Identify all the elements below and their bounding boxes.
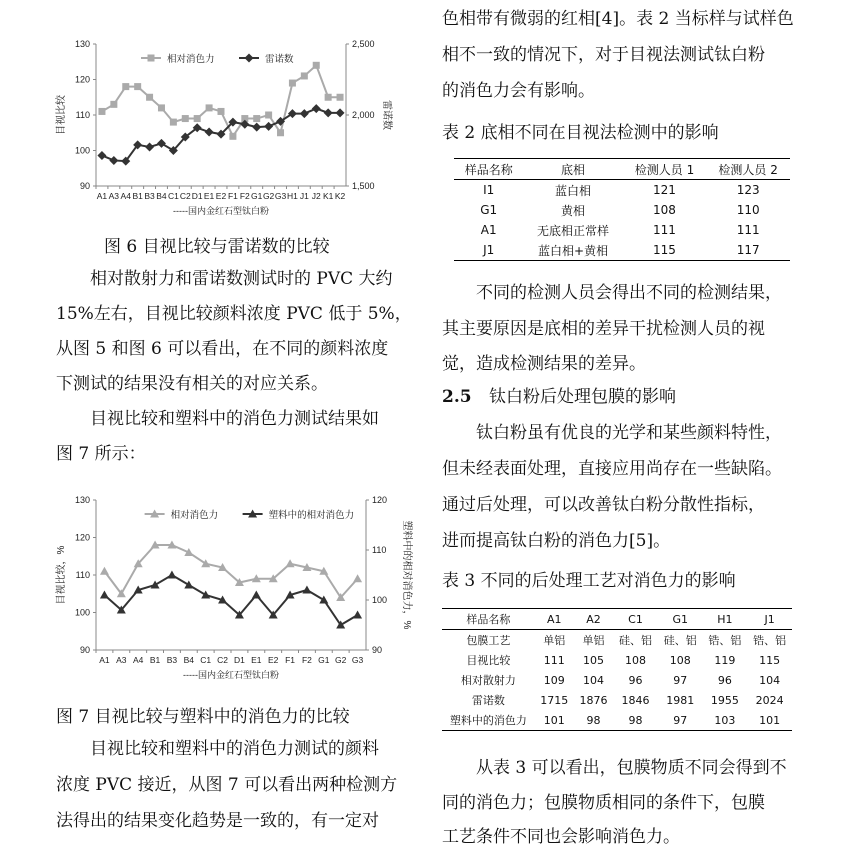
data-point [353, 611, 362, 619]
text-line: 相不一致的情况下，对于目视法测试钛白粉 [442, 45, 765, 65]
table-cell: 黄相 [561, 203, 586, 218]
table-cell: 108 [669, 653, 691, 667]
table-2 [454, 158, 790, 261]
table-cell: 104 [759, 673, 781, 687]
table-cell: 97 [658, 710, 703, 731]
x-tick-label: C2 [217, 655, 228, 665]
text-line: 钛白粉虽有优良的光学和某些颜料特性， [476, 423, 782, 443]
data-point [324, 108, 333, 117]
text-line: 15%左右，目视比较颜料浓度 PVC 低于 5%， [56, 304, 412, 324]
data-point [245, 54, 254, 63]
x-tick-label: H1 [286, 191, 298, 201]
table-cell: 101 [747, 710, 792, 731]
table-cell: 103 [703, 710, 748, 731]
text-line: 图 7 所示： [56, 444, 146, 464]
data-point [229, 133, 236, 140]
x-tick-label: E2 [267, 655, 279, 665]
data-point [206, 104, 213, 111]
x-tick-label: A3 [116, 655, 127, 665]
text-line: 通过后处理，可以改善钛白粉分散性指标， [442, 495, 765, 515]
y2-tick-label: 2,500 [352, 39, 375, 49]
table-3-title: 表 3 不同的后处理工艺对消色力的影响 [442, 571, 736, 591]
y2-tick-label: 110 [372, 545, 387, 555]
data-point [110, 101, 117, 108]
data-point [201, 591, 210, 599]
x-tick-label: E1 [203, 191, 215, 201]
data-point [145, 142, 154, 151]
table-cell: I1 [483, 183, 495, 197]
table-header-cell: A1 [535, 609, 574, 630]
table-cell: 111 [543, 653, 565, 667]
table-2-title: 表 2 底相不同在目视法检测中的影响 [442, 123, 719, 143]
table-cell: 108 [653, 203, 676, 217]
text-line: 目视比较和塑料中的消色力测试的颜料 [90, 739, 379, 759]
data-point [353, 574, 362, 582]
x-tick-label: K1 [322, 191, 334, 201]
table-header-cell: J1 [747, 609, 792, 630]
data-point [277, 129, 284, 136]
table-cell: 101 [535, 710, 574, 731]
x-tick-label: J2 [311, 191, 321, 201]
text-line: 相对散射力和雷诺数测试时的 PVC 大约 [90, 269, 393, 289]
legend-label: 相对消色力 [167, 54, 215, 65]
figure-6-chart [54, 28, 404, 226]
table-row [442, 630, 792, 651]
data-point [252, 123, 261, 132]
x-axis-label: -----国内金红石型钛白粉 [183, 670, 279, 680]
text-line: 工艺条件不同也会影响消色力。 [442, 827, 680, 847]
data-point [337, 94, 344, 101]
y-axis-label: 目视比较 [56, 95, 67, 135]
table-row [454, 200, 790, 220]
data-point [97, 151, 106, 160]
x-tick-label: C1 [200, 655, 212, 665]
table-cell: 96 [717, 673, 732, 687]
data-point [218, 108, 225, 115]
x-tick-label: B1 [132, 191, 143, 201]
y2-axis-label: 雷诺数 [381, 100, 392, 130]
section-number: 2.5 [442, 387, 472, 407]
table-cell: 96 [628, 673, 643, 687]
text-line: 从图 5 和图 6 可以看出，在不同的颜料浓度 [56, 339, 389, 359]
table-cell: 108 [625, 653, 647, 667]
table-header-cell: G1 [658, 609, 703, 630]
data-point [264, 122, 273, 131]
data-point [100, 567, 109, 575]
table-cell: G1 [480, 203, 498, 217]
table-cell: 119 [714, 653, 736, 667]
table-cell: 蓝白相+黄相 [523, 240, 622, 261]
table-cell: 117 [706, 240, 790, 261]
data-point [170, 119, 177, 126]
table-header-cell: H1 [703, 609, 748, 630]
figure-7-caption: 图 7 目视比较与塑料中的消色力的比较 [56, 707, 350, 727]
table-cell: 1715 [540, 693, 569, 707]
y-tick-label: 120 [74, 532, 90, 543]
x-tick-label: D1 [234, 655, 245, 665]
table-cell: 1846 [621, 693, 650, 707]
table-cell: 1876 [579, 693, 608, 707]
table-row [442, 710, 792, 731]
x-tick-label: G3 [351, 655, 364, 665]
y-tick-label: 100 [74, 145, 90, 156]
data-point [319, 596, 328, 604]
table-cell: 115 [623, 240, 707, 261]
series-line [104, 575, 357, 625]
x-tick-label: G1 [318, 655, 330, 665]
data-point [252, 591, 261, 599]
data-point [184, 581, 193, 589]
data-point [146, 94, 153, 101]
data-point [151, 581, 160, 589]
y-tick-label: 130 [74, 39, 90, 49]
table-cell: 相对散射力 [460, 674, 516, 687]
y-tick-label: 120 [74, 74, 90, 85]
text-line: 但未经表面处理，直接应用尚存在一些缺陷。 [442, 459, 782, 479]
x-tick-label: F2 [239, 191, 250, 201]
text-line: 同的消色力；包膜物质相同的条件下，包膜 [442, 793, 765, 813]
table-cell: A1 [480, 223, 497, 237]
data-point [253, 115, 260, 122]
y-tick-label: 90 [79, 181, 90, 191]
table-cell: 2024 [755, 693, 784, 707]
x-tick-label: B4 [156, 191, 167, 201]
y-axis-label: 目视比较，% [56, 545, 67, 605]
data-point [98, 108, 105, 115]
text-line: 浓度 PVC 接近，从图 7 可以看出两种检测方 [56, 775, 398, 795]
data-point [167, 571, 176, 579]
table-cell: 97 [673, 673, 688, 687]
data-point [336, 108, 345, 117]
data-point [313, 62, 320, 69]
section-title: 钛白粉后处理包膜的影响 [488, 387, 676, 407]
table-cell: 锆、铝 [708, 634, 742, 647]
x-tick-label: B3 [166, 655, 178, 665]
y2-tick-label: 100 [372, 595, 388, 605]
data-point [205, 128, 214, 137]
data-point [312, 104, 321, 113]
table-cell: 塑料中的消色力 [442, 710, 535, 731]
table-cell: 目视比较 [466, 654, 511, 667]
data-point [109, 156, 118, 165]
table-cell: 无底相正常样 [537, 223, 610, 238]
table-cell: 单铝 [582, 634, 605, 647]
x-tick-label: G2 [262, 191, 275, 201]
figure-6-caption: 图 6 目视比较与雷诺数的比较 [104, 237, 330, 257]
table-cell: 121 [653, 183, 676, 197]
table-cell: 硅、铝 [663, 634, 697, 647]
y-tick-label: 130 [74, 495, 90, 505]
y2-tick-label: 2,000 [352, 110, 375, 120]
data-point [122, 83, 129, 90]
data-point [100, 591, 109, 599]
table-cell: 123 [736, 183, 760, 197]
table-cell: 111 [653, 223, 676, 237]
table-cell: 109 [543, 673, 565, 687]
x-tick-label: K2 [334, 191, 346, 201]
table-header-cell: 检测人员 1 [623, 159, 707, 180]
table-header-cell: 底相 [523, 159, 622, 180]
table-header-cell: A2 [574, 609, 613, 630]
x-tick-label: F2 [301, 655, 312, 665]
legend-label: 相对消色力 [170, 510, 219, 521]
x-tick-label: J1 [299, 191, 309, 201]
table-header-row [454, 159, 790, 180]
table-cell: 104 [583, 673, 605, 687]
y2-axis-label: 塑料中的相对消色力，% [401, 520, 412, 630]
table-header-cell: 样品名称 [454, 159, 523, 180]
data-point [158, 104, 165, 111]
table-header-cell: 样品名称 [442, 609, 535, 630]
x-tick-label: F1 [285, 655, 296, 665]
table-cell: 111 [736, 223, 760, 237]
table-cell: 98 [613, 710, 658, 731]
data-point [157, 139, 166, 148]
table-cell: 115 [759, 653, 781, 667]
x-tick-label: A1 [99, 655, 110, 665]
data-point [301, 72, 308, 79]
table-header-row [442, 609, 792, 630]
x-tick-label: A4 [120, 191, 131, 201]
data-point [286, 559, 295, 567]
y2-tick-label: 1,500 [352, 181, 375, 191]
x-tick-label: B4 [183, 655, 195, 665]
x-tick-label: A4 [132, 655, 144, 665]
table-cell: 硅、铝 [619, 634, 653, 647]
table-row [442, 650, 792, 670]
data-point [182, 115, 189, 122]
x-tick-label: D1 [191, 191, 203, 201]
table-3 [442, 608, 792, 731]
y-tick-label: 100 [74, 607, 90, 618]
data-point [134, 83, 141, 90]
data-point [289, 80, 296, 87]
text-line: 的消色力会有影响。 [442, 81, 595, 101]
x-tick-label: A3 [108, 191, 120, 201]
table-cell: 110 [736, 203, 760, 217]
table-cell: 单铝 [543, 634, 566, 647]
data-point [302, 586, 311, 594]
table-row [454, 240, 790, 261]
x-axis-label: -----国内金红石型钛白粉 [173, 206, 269, 216]
x-tick-label: B3 [144, 191, 155, 201]
text-line: 进而提高钛白粉的消色力[5]。 [442, 531, 671, 551]
table-cell: J1 [454, 240, 523, 261]
data-point [265, 112, 272, 119]
text-line: 不同的检测人员会得出不同的检测结果， [476, 283, 782, 303]
text-line: 法得出的结果变化趋势是一致的，有一定对 [56, 811, 379, 831]
data-point [300, 109, 309, 118]
table-cell: 1955 [710, 693, 739, 707]
x-tick-label: G1 [251, 191, 263, 201]
x-tick-label: C2 [179, 191, 191, 201]
text-line: 目视比较和塑料中的消色力测试结果如 [90, 409, 379, 429]
x-tick-label: F1 [227, 191, 238, 201]
text-line: 从表 3 可以看出，包膜物质不同会得到不 [476, 758, 787, 778]
text-line: 下测试的结果没有相关的对应关系。 [56, 374, 328, 394]
table-cell: 雷诺数 [471, 694, 505, 707]
legend-label: 塑料中的相对消色力 [268, 510, 355, 521]
table-header-cell: C1 [613, 609, 658, 630]
data-point [325, 94, 332, 101]
x-tick-label: G2 [335, 655, 347, 665]
y2-tick-label: 90 [372, 645, 383, 655]
figure-7-chart [54, 492, 412, 692]
legend-label: 雷诺数 [265, 54, 294, 65]
table-cell: 锆、铝 [753, 634, 787, 647]
table-cell: 包膜工艺 [466, 634, 511, 647]
x-tick-label: G3 [274, 191, 287, 201]
y-tick-label: 110 [75, 570, 90, 580]
x-tick-label: E2 [215, 191, 227, 201]
x-tick-label: C1 [167, 191, 179, 201]
text-line: 觉，造成检测结果的差异。 [442, 354, 646, 374]
x-tick-label: B1 [149, 655, 161, 665]
table-cell: 98 [574, 710, 613, 731]
table-cell: 105 [583, 653, 605, 667]
text-line: 其主要原因是底相的差异干扰检测人员的视 [442, 319, 765, 339]
table-row [454, 220, 790, 240]
data-point [148, 55, 155, 62]
x-tick-label: A1 [96, 191, 108, 201]
x-tick-label: E1 [251, 655, 262, 665]
table-row [454, 180, 790, 201]
y-tick-label: 110 [75, 110, 90, 120]
table-row [442, 670, 792, 690]
table-header-cell: 检测人员 2 [706, 159, 790, 180]
text-line: 色相带有微弱的红相[4]。表 2 当标样与试样色 [442, 9, 794, 29]
data-point [194, 115, 201, 122]
table-cell: 蓝白相 [555, 183, 592, 198]
y2-tick-label: 120 [372, 495, 388, 505]
table-cell: 1981 [666, 693, 695, 707]
table-row [442, 690, 792, 710]
section-2-5-heading [442, 386, 676, 408]
y-tick-label: 90 [79, 645, 90, 655]
